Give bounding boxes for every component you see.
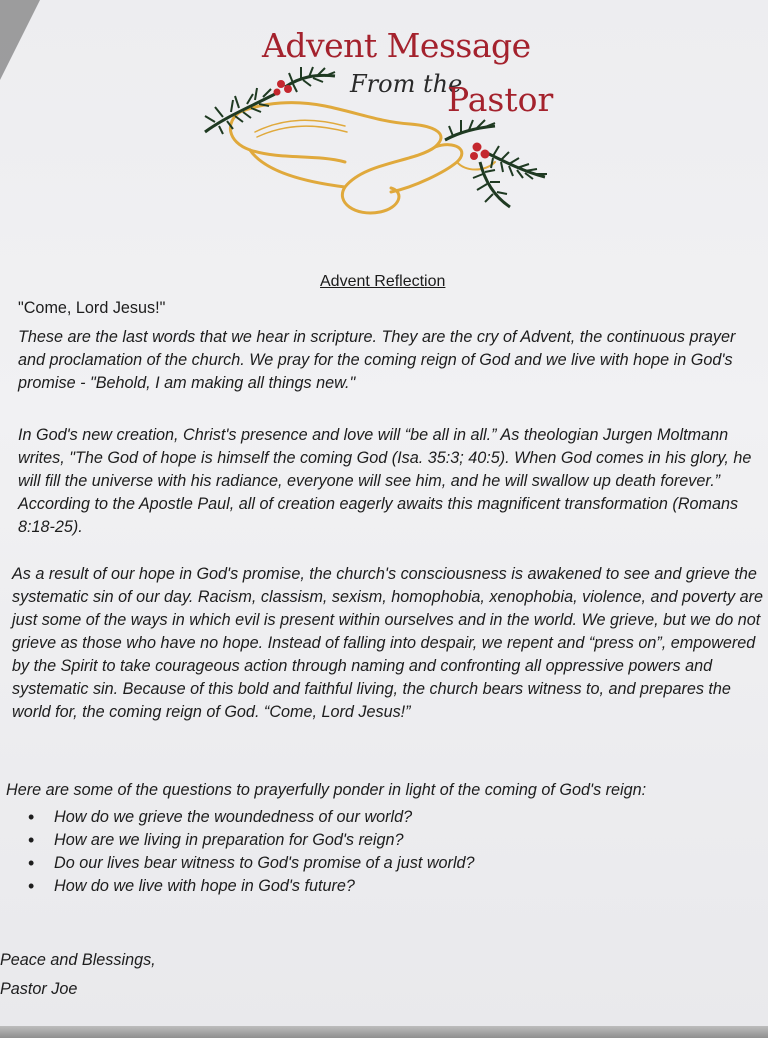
list-item: • How are we living in preparation for God's reign?: [28, 829, 475, 852]
page-bottom-edge: [0, 1026, 768, 1038]
signature: Pastor Joe: [0, 980, 78, 998]
closing-block: [0, 946, 156, 1004]
opening-quote: "Come, Lord Jesus!": [18, 299, 166, 317]
header-title-pastor: Pastor: [447, 80, 554, 119]
paragraph-new-creation: In God's new creation, Christ's presence and love will “be all in all.” As theologian Jurgen Moltmann writes, "The God of hope is himself the coming God (Isa. 35:3; 40:5). When God comes in his glory, he will fill the universe with his radiance, everyone will see him, and he will swallow up death forever.” According to the Apostle Paul, all of creation eagerly awaits this magnificent transformation (Romans 8:18-25).: [18, 426, 752, 536]
section-heading: Advent Reflection: [320, 273, 446, 290]
paragraph-hope-response: As a result of our hope in God's promise, the church's consciousness is awakened to see and grieve the systematic sin of our day. Racism, classism, sexism, homophobia, xenophobia, violence, and poverty are just some of the ways in which evil is present within ourselves and in the world. We grieve, but we do not grieve as those who have no hope. Instead of falling into despair, we repent and “press on”, empowered by the Spirit to take courageous action through naming and confronting all oppressive powers and systematic sin. Because of this bold and faithful living, the church bears witness to, and prepares the world for, the coming reign of God. “Come, Lord Jesus!”: [12, 565, 763, 721]
reflection-questions-list: [28, 806, 475, 898]
paragraph-intro: These are the last words that we hear in scripture. They are the cry of Advent, the continuous prayer and proclamation of the church. We pray for the coming reign of God and we live with hope in God's promise - "Behold, I am making all things new.": [18, 328, 736, 392]
header-title-from-the: From the: [350, 70, 463, 98]
closing-salutation: Peace and Blessings,: [0, 951, 156, 969]
header-title-advent-message: Advent Message: [262, 26, 531, 65]
page-corner-shadow: [0, 0, 40, 80]
paragraph-questions-intro: Here are some of the questions to prayerfully ponder in light of the coming of God's reign:: [6, 781, 647, 799]
list-item: • How do we live with hope in God's future?: [28, 875, 475, 898]
list-item: • Do our lives bear witness to God's promise of a just world?: [28, 852, 475, 875]
list-item: • How do we grieve the woundedness of our world?: [28, 806, 475, 829]
